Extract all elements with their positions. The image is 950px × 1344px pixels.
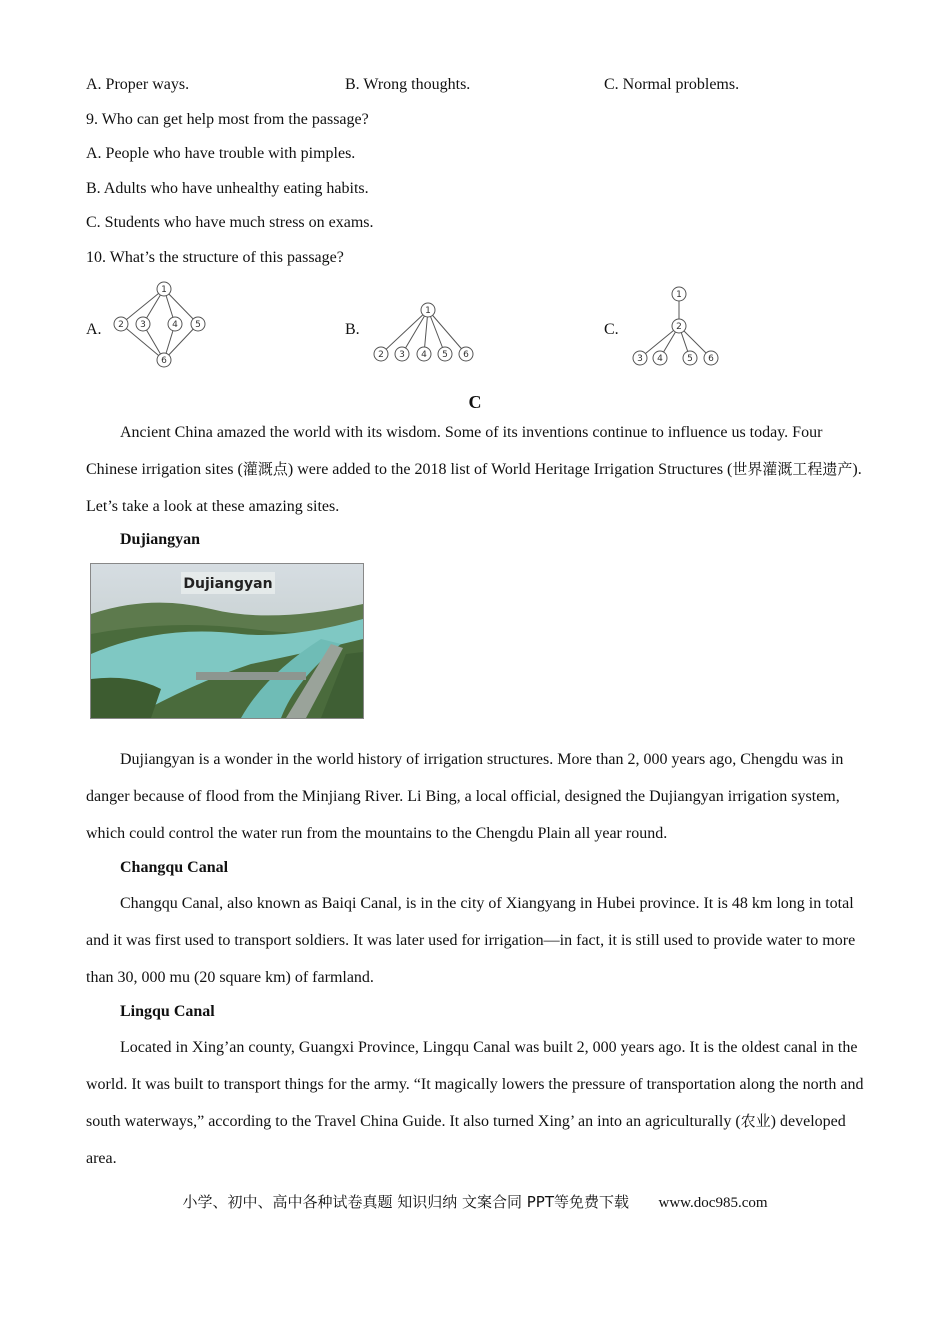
- diagram-a-node: 4: [172, 320, 178, 330]
- q9-option-c: C. Students who have much stress on exams.: [86, 214, 374, 231]
- diagram-c-node: 1: [676, 290, 682, 300]
- q8-option-c: C. Normal problems.: [604, 76, 740, 93]
- q10-option-b-label: B.: [345, 321, 360, 338]
- diagram-b-node: 1: [425, 306, 431, 316]
- heading-changqu: Changqu Canal: [120, 859, 229, 876]
- footer-text: 小学、初中、高中各种试卷真题 知识归纳 文案合同 PPT等免费下载: [182, 1193, 630, 1211]
- diagram-a-node: 6: [161, 356, 167, 366]
- paragraph-lingqu: Located in Xing’an county, Guangxi Province, Lingqu Canal was built 2, 000 years ago. It is the oldest canal in the world. It was built to transport things for the army. “It magically lowers the pressure of transportation along the north and south waterways,” according to the Travel China Guide. It also turned Xing’ an into an agriculturally (农业) developed area.: [86, 1039, 864, 1167]
- dujiangyan-photo: [90, 563, 364, 719]
- diagram-b-node: 5: [442, 350, 448, 360]
- heading-dujiangyan: Dujiangyan: [120, 531, 201, 548]
- q9-option-b: B. Adults who have unhealthy eating habits.: [86, 180, 369, 197]
- paragraph-changqu: Changqu Canal, also known as Baiqi Canal, is in the city of Xiangyang in Hubei province. It is 48 km long in total and it was first used to transport soldiers. It was later used for irrigation—in fact, it is still used to provide water to more than 30, 000 mu (20 square km) of farmland.: [86, 895, 856, 986]
- diagram-b-node: 6: [463, 350, 469, 360]
- paragraph-dujiangyan: Dujiangyan is a wonder in the world history of irrigation structures. More than 2, 000 years ago, Chengdu was in danger because of flood from the Minjiang River. Li Bing, a local official, designed the Dujiangyan irrigation system, which could control the water run from the mountains to the Chengdu Plain all year round.: [86, 751, 844, 842]
- diagram-a-node: 3: [140, 320, 146, 330]
- diagram-b-node: 3: [399, 350, 405, 360]
- diagram-a-node: 1: [161, 285, 167, 295]
- diagram-a-node: 5: [195, 320, 201, 330]
- structure-diagram-b: [368, 298, 478, 368]
- page-footer: [0, 1191, 950, 1212]
- diagram-b-node: 4: [421, 350, 427, 360]
- q8-option-a: A. Proper ways.: [86, 76, 190, 93]
- photo-caption: Dujiangyan: [183, 576, 273, 592]
- diagram-a-node: 2: [118, 320, 124, 330]
- diagram-c-node: 6: [708, 354, 714, 364]
- footer-site: www.doc985.com: [658, 1195, 768, 1211]
- q9-question: 9. Who can get help most from the passage?: [86, 111, 369, 128]
- diagram-c-node: 4: [657, 354, 663, 364]
- q10-option-c-label: C.: [604, 321, 619, 338]
- q10-question: 10. What’s the structure of this passage?: [86, 249, 344, 266]
- heading-lingqu: Lingqu Canal: [120, 1003, 215, 1020]
- passage-letter: C: [468, 392, 482, 412]
- diagram-c-node: 2: [676, 322, 682, 332]
- diagram-c-node: 5: [687, 354, 693, 364]
- q10-option-a-label: A.: [86, 321, 102, 338]
- structure-diagram-a: [108, 280, 212, 370]
- passage-intro: Ancient China amazed the world with its wisdom. Some of its inventions continue to influence us today. Four Chinese irrigation sites (灌溉点) were added to the 2018 list of World Heritage Irrigation Structures (世界灌溉工程遗产). Let’s take a look at these amazing sites.: [86, 424, 862, 515]
- q8-option-b: B. Wrong thoughts.: [345, 76, 471, 93]
- q9-option-a: A. People who have trouble with pimples.: [86, 145, 356, 162]
- structure-diagram-c: [626, 283, 726, 371]
- diagram-c-node: 3: [637, 354, 643, 364]
- diagram-b-node: 2: [378, 350, 384, 360]
